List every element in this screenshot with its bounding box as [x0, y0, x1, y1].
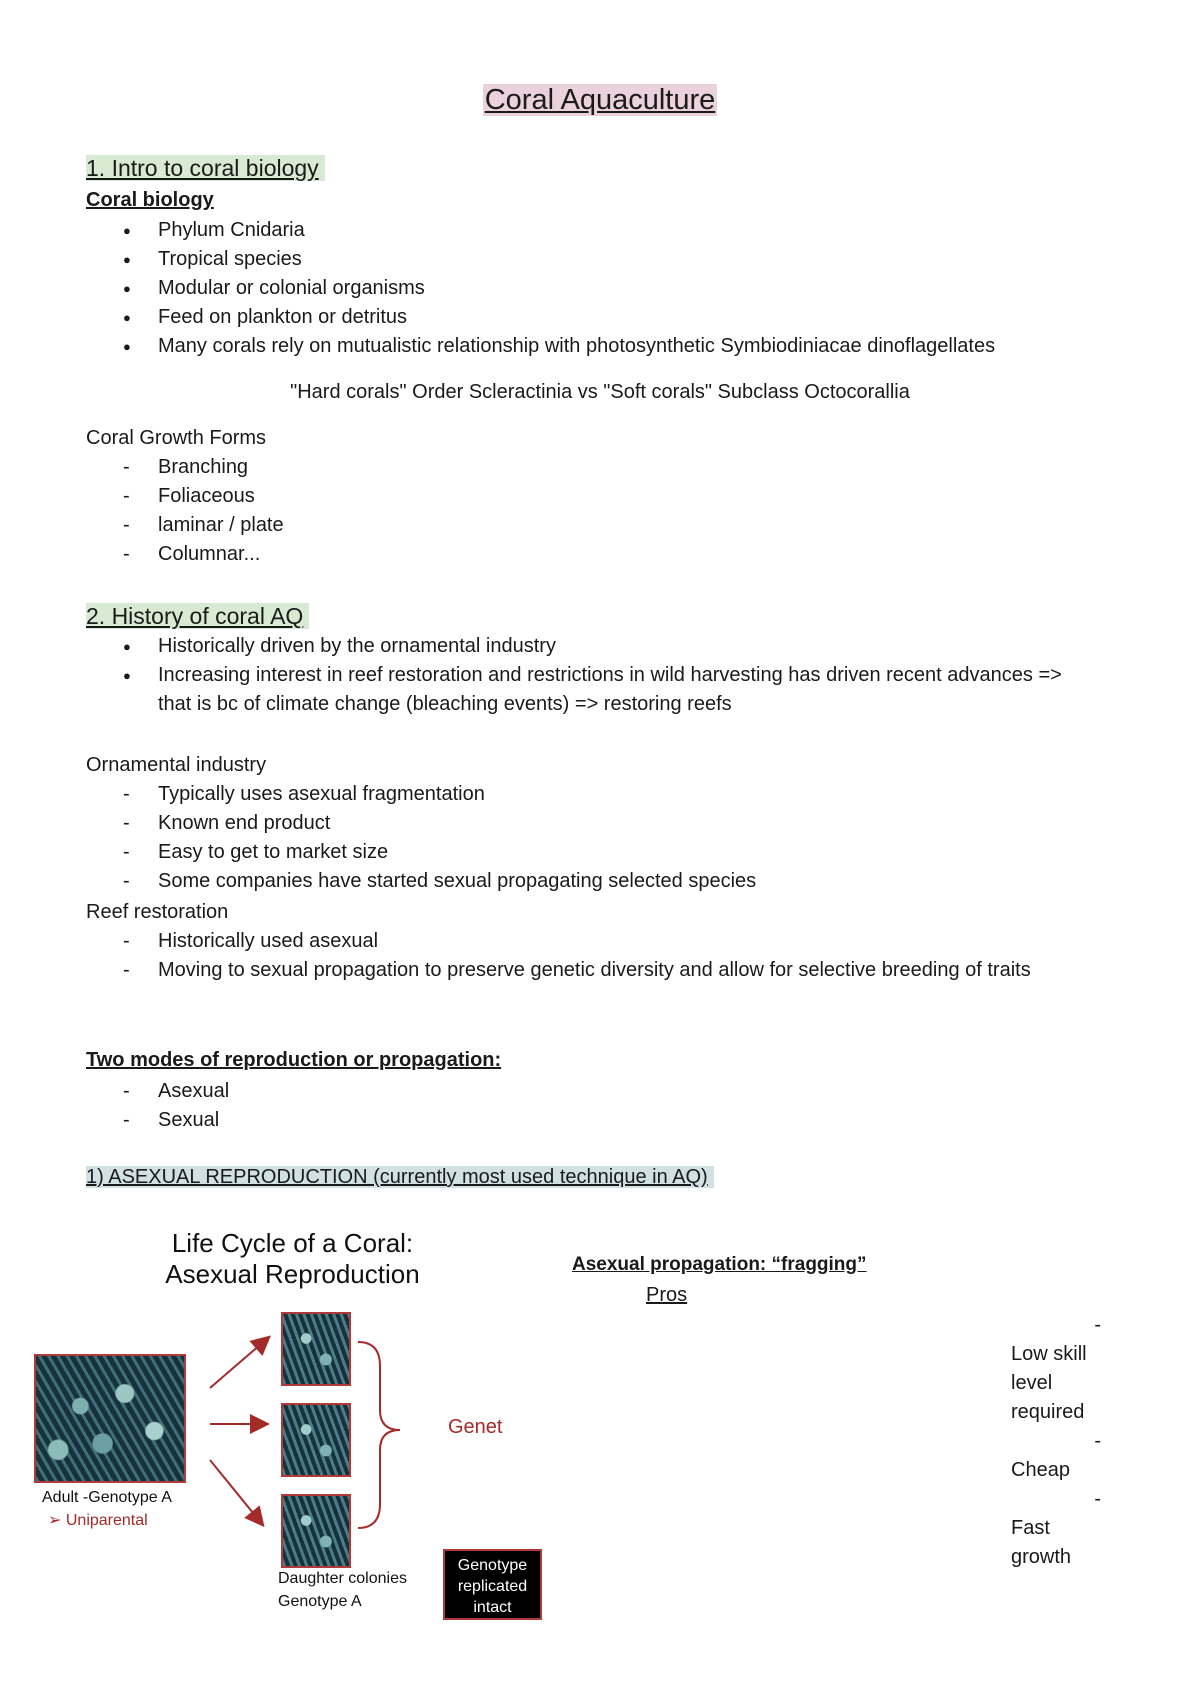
list-item: - Some companies have started sexual propagating selected species	[86, 867, 1086, 896]
coral-biology-list	[86, 216, 1136, 361]
list-item: - laminar / plate	[86, 511, 886, 540]
restoration-label: Reef restoration	[86, 901, 229, 923]
pros-dash: -	[1094, 1430, 1101, 1452]
list-item: - Branching	[86, 453, 886, 482]
arrow-up	[210, 1338, 268, 1388]
asexual-lifecycle-figure	[30, 1224, 550, 1624]
list-item: ● Modular or colonial organisms	[86, 274, 1136, 303]
section1-heading: 1. Intro to coral biology	[86, 155, 325, 182]
adult-label: Adult -Genotype A	[42, 1489, 172, 1506]
arrow-down	[210, 1460, 262, 1524]
list-item: - Historically used asexual	[86, 927, 1096, 956]
list-item: - Columnar...	[86, 540, 886, 569]
section2-heading: 2. History of coral AQ	[86, 603, 309, 630]
pros-label: Pros	[646, 1284, 688, 1306]
list-item: - Typically uses asexual fragmentation	[86, 780, 1086, 809]
list-item: Fast growth	[1011, 1517, 1072, 1568]
genet-bracket	[358, 1342, 400, 1528]
pros-dash: -	[1094, 1488, 1101, 1510]
list-item: ● Increasing interest in reef restoration and restrictions in wild harvesting has driven recent advances => that is bc of climate change (bleaching events) => restoring reefs	[86, 661, 1086, 719]
coral-biology-subheading: Coral biology	[86, 189, 214, 211]
list-item: - Easy to get to market size	[86, 838, 1086, 867]
document-title: Coral Aquaculture	[484, 84, 716, 116]
list-item: - Foliaceous	[86, 482, 886, 511]
modes-heading: Two modes of reproduction or propagation:	[86, 1049, 502, 1071]
list-item: ● Phylum Cnidaria	[86, 216, 1136, 245]
daughter-label: Daughter colonies Genotype A	[278, 1570, 407, 1610]
pros-dash: -	[1094, 1314, 1101, 1336]
asexual-propagation-heading: Asexual propagation: “fragging”	[572, 1254, 867, 1275]
list-item: Cheap	[1011, 1459, 1070, 1481]
ornamental-label: Ornamental industry	[86, 754, 267, 776]
list-item: ● Many corals rely on mutualistic relationship with photosynthetic Symbiodiniacae dinoflagellates	[86, 332, 1136, 361]
restoration-list	[86, 927, 1096, 985]
list-item: - Sexual	[86, 1106, 686, 1135]
list-item: - Moving to sexual propagation to preserve genetic diversity and allow for selective breeding of traits	[86, 956, 1096, 985]
arrow-bullet-icon: ➢	[48, 1512, 62, 1529]
genotype-replicated-box: Genotype replicated intact	[443, 1549, 542, 1620]
uniparental-label: ➢ Uniparental	[48, 1512, 148, 1529]
history-list	[86, 632, 1086, 719]
genet-label: Genet	[448, 1416, 503, 1438]
list-item: - Known end product	[86, 809, 1086, 838]
list-item: - Asexual	[86, 1077, 686, 1106]
pros-list	[1011, 1311, 1101, 1572]
list-item: ● Historically driven by the ornamental industry	[86, 632, 1086, 661]
list-item: ● Feed on plankton or detritus	[86, 303, 1136, 332]
figure-title: Life Cycle of a Coral: Asexual Reproduction	[165, 1228, 420, 1289]
list-item: Low skill level required	[1011, 1343, 1087, 1423]
list-item: ● Tropical species	[86, 245, 1136, 274]
growth-forms-label: Coral Growth Forms	[86, 427, 267, 449]
asexual-heading: 1) ASEXUAL REPRODUCTION (currently most used technique in AQ)	[86, 1166, 714, 1189]
ornamental-list	[86, 780, 1086, 896]
modes-list	[86, 1077, 686, 1135]
growth-forms-list	[86, 453, 886, 569]
hard-vs-soft-note: "Hard corals" Order Scleractinia vs "Soft corals" Subclass Octocorallia	[290, 381, 910, 403]
